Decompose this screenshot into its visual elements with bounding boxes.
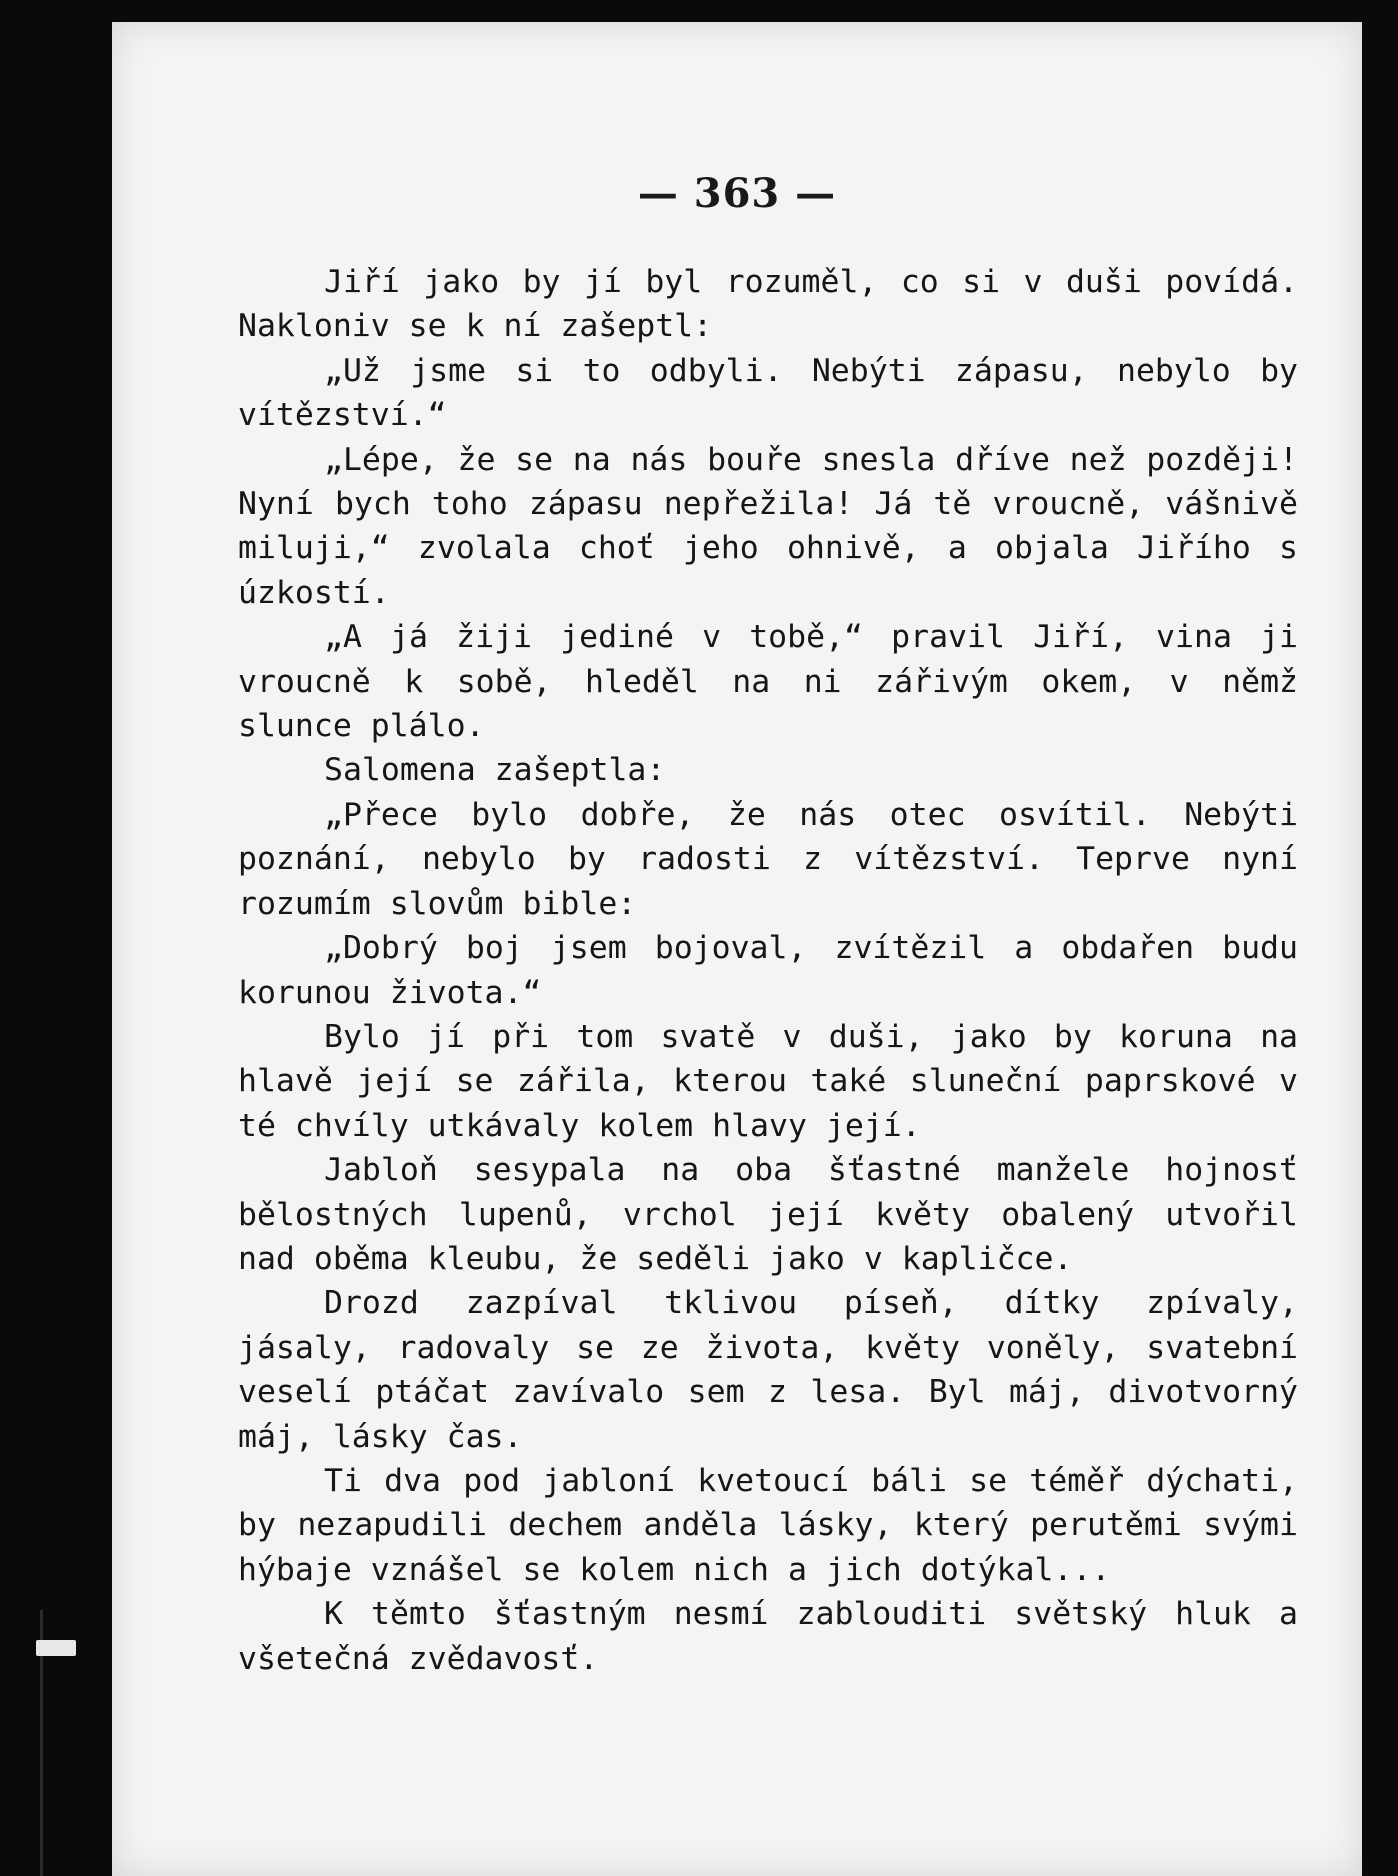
paragraph: K těmto šťastným nesmí zablouditi světský hluk a všetečná zvědavosť. bbox=[238, 1596, 1298, 1677]
paragraph: Jiří jako by jí byl rozuměl, co si v duši povídá. Nakloniv se k ní zašeptl: bbox=[238, 264, 1298, 345]
paragraph: „Dobrý boj jsem bojoval, zvítězil a obdařen budu korunou života.“ bbox=[238, 930, 1298, 1011]
paragraph: Ti dva pod jabloní kvetoucí báli se téměř dýchati, by nezapudili dechem anděla lásky, který perutěmi svými hýbaje vznášel se kolem nich a jich dotýkal... bbox=[238, 1462, 1298, 1588]
paragraph: „Lépe, že se na nás bouře snesla dříve než později! Nyní bych toho zápasu nepřežila! Já tě vroucně, vášnivě miluji,“ zvolala choť jeho ohnivě, a objala Jiřího s úzkostí. bbox=[238, 441, 1298, 611]
body-text bbox=[238, 260, 1298, 1681]
page-edge-mark bbox=[36, 1640, 76, 1656]
paragraph: Jabloň sesypala na oba šťastné manžele hojnosť bělostných lupenů, vrchol její květy obalený utvořil nad oběma kleubu, že seděli jako v kapličce. bbox=[238, 1152, 1298, 1277]
paragraph: Drozd zazpíval tklivou píseň, dítky zpívaly, jásaly, radovaly se ze života, květy voněly, svatební veselí ptáčat zavívalo sem z lesa. Byl máj, divotvorný máj, lásky čas. bbox=[238, 1285, 1298, 1455]
paragraph: „A já žiji jediné v tobě,“ pravil Jiří, vina ji vroucně k sobě, hleděl na ni zářivým okem, v němž slunce plálo. bbox=[238, 619, 1298, 745]
book-page bbox=[112, 22, 1362, 1876]
paragraph: Salomena zašeptla: bbox=[324, 752, 666, 789]
paragraph: „Už jsme si to odbyli. Nebýti zápasu, nebylo by vítězství.“ bbox=[238, 352, 1298, 434]
paragraph: Bylo jí při tom svatě v duši, jako by koruna na hlavě její se zářila, kterou také sluneční paprskové v té chvíly utkávaly kolem hlavy její. bbox=[238, 1018, 1298, 1144]
paragraph: „Přece bylo dobře, že nás otec osvítil. Nebýti poznání, nebylo by radosti z vítězství. Teprve nyní rozumím slovům bible: bbox=[238, 796, 1298, 922]
page-number: — 363 — bbox=[637, 170, 837, 217]
